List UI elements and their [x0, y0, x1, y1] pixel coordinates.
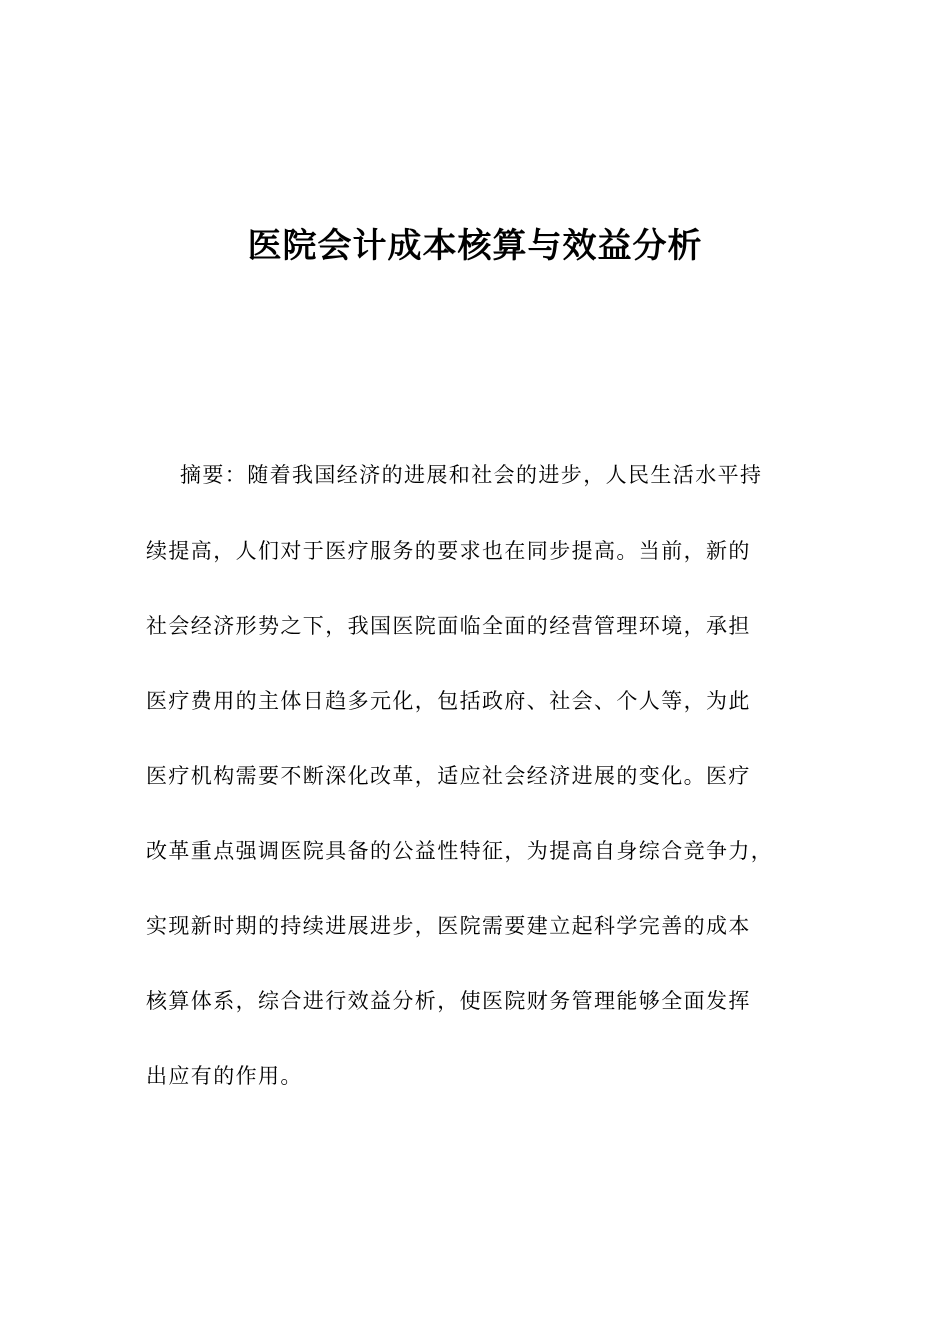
document-title: 医院会计成本核算与效益分析 [247, 226, 703, 266]
abstract-line: 出应有的作用。 [146, 1064, 303, 1088]
abstract-line: 实现新时期的持续进展进步，医院需要建立起科学完善的成本 [146, 914, 751, 938]
abstract-line: 核算体系，综合进行效益分析，使医院财务管理能够全面发挥 [146, 989, 751, 1013]
abstract-line: 续提高，人们对于医疗服务的要求也在同步提高。当前，新的 [146, 539, 751, 563]
abstract-line: 社会经济形势之下，我国医院面临全面的经营管理环境，承担 [146, 614, 751, 638]
abstract-line: 医疗机构需要不断深化改革，适应社会经济进展的变化。医疗 [146, 764, 751, 788]
abstract-line: 医疗费用的主体日趋多元化，包括政府、社会、个人等，为此 [146, 689, 751, 713]
abstract-line: 摘要：随着我国经济的进展和社会的进步，人民生活水平持 [180, 463, 763, 487]
abstract-line: 改革重点强调医院具备的公益性特征，为提高自身综合竞争力， [146, 839, 774, 863]
